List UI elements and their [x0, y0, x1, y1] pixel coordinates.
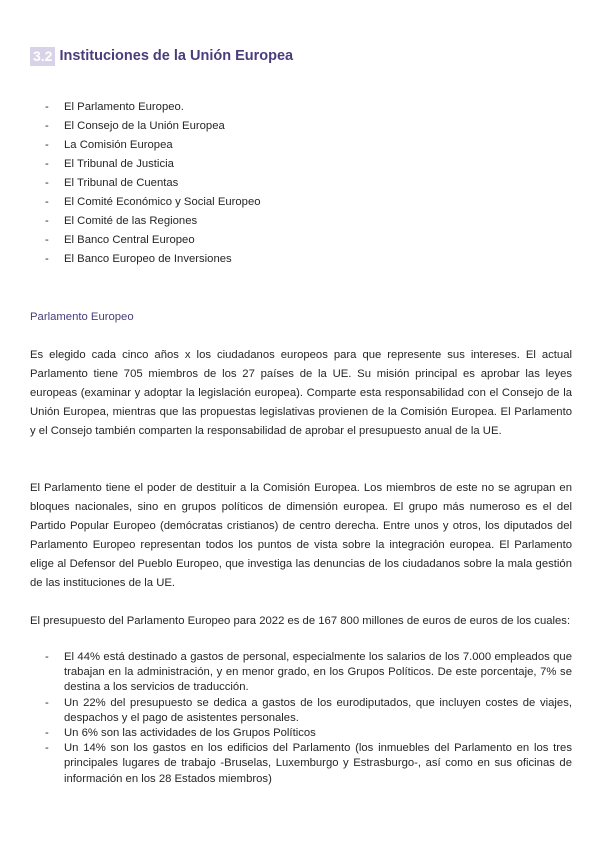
section-number: 3.2	[30, 47, 55, 66]
paragraph: Es elegido cada cinco años x los ciudadanos europeos para que represente sus intereses. El actual Parlamento tiene 705 miembros de los 27 países de la UE. Su misión principal es aprobar las leyes europeas (examinar y adoptar la legislación europea). Comparte esta responsabilidad con el Consejo de la Unión Europea, mientras que las propuestas legislativas provienen de la Comisión Europea. El Parlamento y el Consejo también comparten la responsabilidad de aprobar el presupuesto anual de la UE.	[30, 349, 572, 437]
list-item: - El Banco Europeo de Inversiones	[30, 252, 261, 267]
list-item: - La Comisión Europea	[30, 138, 261, 153]
list-item: - El Consejo de la Unión Europea	[30, 119, 261, 134]
dash-bullet: -	[45, 651, 49, 663]
dash-bullet: -	[45, 101, 49, 113]
list-item: - El 44% está destinado a gastos de personal, especialmente los salarios de los 7.000 empleados que trabajan en la administración, y en menor grado, en los Grupos Políticos. De este porcentaje, 7% se destina a los servicios de traducción.	[45, 651, 572, 694]
list-item: - El Tribunal de Cuentas	[30, 176, 261, 191]
section-title: Instituciones de la Unión Europea	[59, 48, 294, 64]
dash-bullet: -	[45, 742, 49, 755]
list-item: - Un 14% son los gastos en los edificios del Parlamento (los inmuebles del Parlamento en los tres principales lugares de trabajo -Bruselas, Luxemburgo y Estrasburgo-, así como en sus oficinas de información en los 28 Estados miembros)	[45, 742, 572, 785]
dash-bullet: -	[45, 215, 49, 227]
section-heading	[30, 47, 293, 66]
dash-bullet: -	[45, 253, 49, 265]
dash-bullet: -	[45, 234, 49, 246]
list-item: - El Tribunal de Justicia	[30, 157, 261, 172]
dash-bullet: -	[45, 158, 49, 170]
paragraph: El Parlamento tiene el poder de destituir a la Comisión Europea. Los miembros de este no se agrupan en bloques nacionales, sino en grupos políticos de dimensión europea. El grupo más numeroso es el del Partido Popular Europeo (demócratas cristianos) de centro derecha. Entre unos y otros, los diputados del Parlamento Europeo representan todos los puntos de vista sobre la integración europea. El Parlamento elige al Defensor del Pueblo Europeo, que investiga las denuncias de los ciudadanos sobre la mala gestión de las instituciones de la UE.	[30, 482, 572, 589]
dash-bullet: -	[45, 196, 49, 208]
list-item: - El Banco Central Europeo	[30, 233, 261, 248]
dash-bullet: -	[45, 177, 49, 189]
dash-bullet: -	[45, 727, 49, 740]
list-item: - El Comité de las Regiones	[30, 214, 261, 229]
dash-bullet: -	[45, 120, 49, 132]
budget-list	[30, 650, 572, 787]
institutions-list	[30, 100, 261, 271]
list-item: - El Comité Económico y Social Europeo	[30, 195, 261, 210]
parliament-heading: Parlamento Europeo	[30, 311, 134, 323]
list-item: - Un 22% del presupuesto se dedica a gastos de los eurodiputados, que incluyen costes de viajes, despachos y el pago de asistentes personales.	[45, 696, 572, 724]
list-item: - El Parlamento Europeo.	[30, 100, 261, 115]
dash-bullet: -	[45, 696, 49, 709]
dash-bullet: -	[45, 139, 49, 151]
paragraph: El presupuesto del Parlamento Europeo para 2022 es de 167 800 millones de euros de euros de los cuales:	[30, 615, 571, 627]
list-item: - Un 6% son las actividades de los Grupos Políticos	[30, 726, 572, 741]
